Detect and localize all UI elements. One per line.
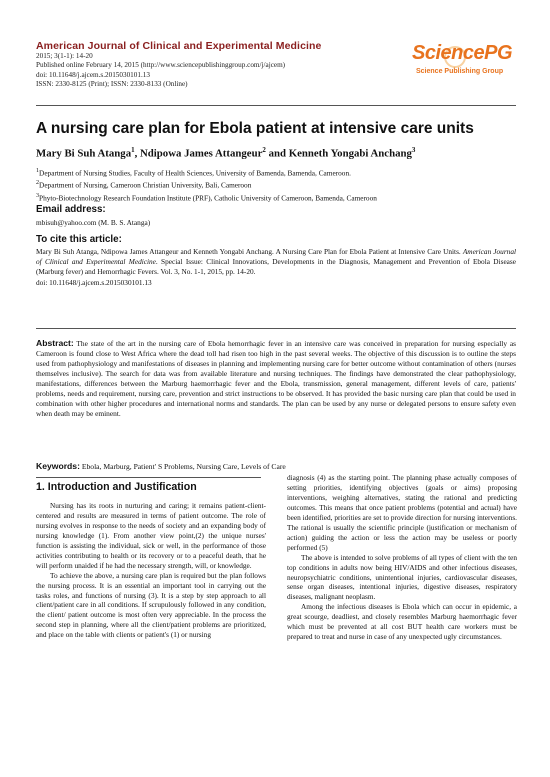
author-affil-marker: 3 bbox=[411, 146, 416, 154]
citation-doi: doi: 10.11648/j.ajcem.s.2015030101.13 bbox=[36, 277, 152, 287]
cite-heading: To cite this article: bbox=[36, 234, 122, 245]
affiliation-marker: 2 bbox=[36, 180, 40, 187]
citation-issue-details: . Special Issue: Clinical Innovations, Developments in the Diagnosis, Management and Prevention of Ebola Disease (Marburg fever) and Hemorrhagic Fevers. Vol. 3, No. 1-1, 2015, pp. 14-20. bbox=[36, 257, 516, 277]
body-divider bbox=[36, 477, 261, 478]
affiliation-text: Department of Nursing Studies, Faculty of Health Sciences, University of Bamenda, Bamenda, Cameroon. bbox=[39, 168, 351, 178]
journal-name: American Journal of Clinical and Experimental Medicine bbox=[36, 40, 322, 52]
issn-line: ISSN: 2330-8125 (Print); ISSN: 2330-8133 (Online) bbox=[36, 80, 188, 89]
email-address[interactable]: mbisuh@yahoo.com (M. B. S. Atanga) bbox=[36, 218, 151, 227]
email-heading: Email address: bbox=[36, 204, 106, 215]
affiliation-text: Department of Nursing, Cameroon Christian University, Bali, Cameroon bbox=[39, 180, 252, 190]
body-column-left bbox=[36, 483, 266, 640]
author-affil-marker: 2 bbox=[262, 146, 266, 154]
journal-issue: 2015; 3(1-1): 14-20 bbox=[36, 52, 93, 60]
author-affil-marker: 1 bbox=[131, 146, 135, 154]
header-doi: doi: 10.11648/j.ajcem.s.2015030101.13 bbox=[36, 70, 150, 79]
published-line[interactable]: Published online February 14, 2015 (http://www.sciencepublishinggroup.com/j/ajcem) bbox=[36, 61, 286, 70]
author-name: Mary Bi Suh Atanga bbox=[36, 147, 132, 160]
article-title: A nursing care plan for Ebola patient at intensive care units bbox=[36, 120, 474, 137]
author-name: Ndipowa James Attangeur bbox=[140, 147, 263, 160]
body-paragraph: diagnosis (4) as the starting point. The planning phase actually composes of setting priorities, identifying objectives (goals or aims) proposing interventions, weighing alternatives, stating the rational and predicting outcomes. This means that once patient problems (potential and actual) have been identified, priorities are set to provide direction for nursing interventions. The rational is usually the scientific principle (justification or mechanism of action) guiding the action or less the action may be useless or poorly performed (5) bbox=[287, 473, 517, 552]
citation-journal: American Journal of Clinical and Experimental Medicine bbox=[36, 247, 516, 267]
logo-name: SciencePG bbox=[412, 42, 513, 64]
abstract bbox=[36, 339, 516, 419]
affiliation-line bbox=[36, 191, 516, 203]
affiliation-text: Phyto-Biotechnology Research Foundation Institute (PRF), Catholic University of Cameroon, Bamenda, Cameroon bbox=[39, 193, 377, 203]
body-column-right bbox=[287, 473, 517, 642]
body-paragraph: To achieve the above, a nursing care plan is required but the plan follows the nursing process. It is an essential an important tool in carrying out the tasks roles, and functions of nursing (3). It is a step by step approach to all client/patient care in all conditions. If scrupulously followed in any condition, the client/ patient outcome is most often very appreciable. In the process the second step in planning, where all the client/patient problems are prioritized, and place on the table with clients or patient's (1) or nursing bbox=[36, 570, 266, 640]
logo-subtitle: Science Publishing Group bbox=[416, 68, 504, 75]
keywords-text: Ebola, Marburg, Patient' S Problems, Nursing Care, Levels of Care bbox=[81, 462, 286, 471]
affiliation-marker: 3 bbox=[36, 192, 40, 199]
author-list bbox=[36, 146, 516, 160]
author-separator: , bbox=[134, 147, 140, 160]
abstract-label: Abstract: bbox=[36, 338, 74, 348]
affiliation-line bbox=[36, 166, 516, 178]
header-divider bbox=[36, 105, 516, 106]
section-heading: 1. Introduction and Justification bbox=[36, 481, 197, 493]
keywords-label: Keywords: bbox=[36, 461, 80, 471]
abstract-text: The state of the art in the nursing care of Ebola hemorrhagic fever in an intensive care was conceived in preparation for nursing especially as Cameroon is found close to West Africa where the dead toll had risen too high in the past several weeks. The objective of this discussion is to outline the steps used from pathophysiology and manifestations of diseases in planning and implementing nursing care for better outcome without contamination of others (nurses themselves inclusive). The search for data was from available literature and nursing techniques. The findings have demonstrated the clear pathophysiology, manifestations, differences between the Marburg haemorrhagic fever and the Ebola, transmission, general management, different levels of care, patients' problems, needs and requirement, nursing care, prevention and strict instructions to be observed. It has provided the basic nursing care plan that could be used in combination with other higher procedures and international norms and standards. The plan can be used by any nurse or delegated persons to ensure safety even when death may be eminent. bbox=[36, 339, 516, 418]
keywords bbox=[36, 461, 516, 471]
citation-authors-title: Mary Bi Suh Atanga, Ndipowa James Attangeur and Kenneth Yongabi Anchang. A Nursing Care Plan for Ebola Patient at Intensive Care Units. bbox=[36, 247, 463, 256]
body-paragraph: Nursing has its roots in nurturing and caring; it remains patient-client-centered and results are measured in terms of patient outcome. The role of nursing evolves in response to the needs of society and an expanding body of nursing knowledge (1). From another view point,(2) the unique nurses' function is assisting the individual, sick or well, in the performance of those activities contributing to health or its recovery or to a peaceful death, that he will perform unaided if he had the necessary strength, will, or knowledge. bbox=[36, 500, 266, 570]
affiliation-marker: 1 bbox=[36, 168, 40, 174]
citation-text bbox=[36, 247, 516, 288]
abstract-divider-top bbox=[36, 328, 516, 329]
affiliation-line bbox=[36, 178, 516, 190]
author-name: Kenneth Yongabi Anchang bbox=[288, 147, 412, 160]
publisher-logo bbox=[408, 40, 518, 96]
author-separator: and bbox=[265, 147, 289, 160]
affiliations bbox=[36, 166, 516, 203]
body-paragraph: The above is intended to solve problems of all types of client with the ten top conditions in adults now being HIV/AIDS and other infectious diseases, neuropsychiatric conditions, unintentional injuries, cardiovascular diseases, sense organ diseases, intentional injuries, digestive diseases, respiratory diseases, malignant neoplasm. bbox=[287, 552, 517, 602]
body-paragraph: Among the infectious diseases is Ebola which can occur in epidemic, a great scourge, deadliest, and closely resembles Marburg haemorrhagic fever which must be prevented at all cost BUT health care workers must be prepared to treat and nurse in case of any unexpected ugly circumstances. bbox=[287, 602, 517, 642]
